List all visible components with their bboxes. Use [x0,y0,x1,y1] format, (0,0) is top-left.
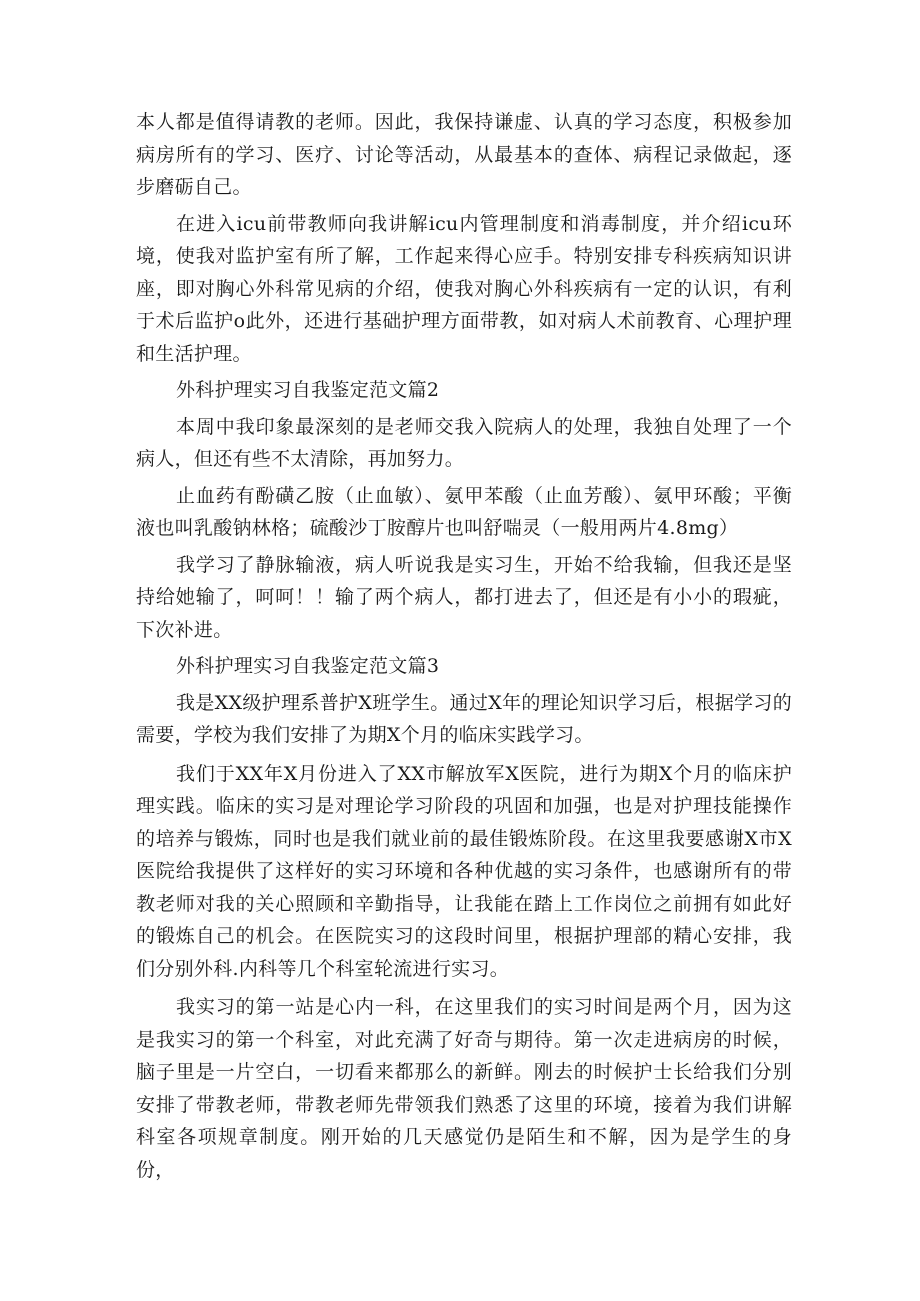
paragraph-admission: 本周中我印象最深刻的是老师交我入院病人的处理，我独自处理了一个病人，但还有些不太清除，再加努力。 [136,415,792,470]
document-page [136,106,792,1186]
paragraph-study-attitude: 本人都是值得请教的老师。因此，我保持谦虚、认真的学习态度，积极参加病房所有的学习、医疗、讨论等活动，从最基本的查体、病程记录做起，逐步磨砺自己。 [136,111,792,198]
paragraph-hemostatic-drugs: 止血药有酚磺乙胺（止血敏）、氨甲苯酸（止血芳酸）、氨甲环酸；平衡液也叫乳酸钠林格；硫酸沙丁胺醇片也叫舒喘灵（一般用两片4.8mg） [136,484,792,539]
paragraph-hospital-practice: 我们于XX年X月份进入了XX市解放军X医院，进行为期X个月的临床护理实践。临床的实习是对理论学习阶段的巩固和加强，也是对护理技能操作的培养与锻炼，同时也是我们就业前的最佳锻炼阶段。在这里我要感谢X市X医院给我提供了这样好的实习环境和各种优越的实习条件，也感谢所有的带教老师对我的关心照顾和辛勤指导，让我能在踏上工作岗位之前拥有如此好的锻炼自己的机会。在医院实习的这段时间里，根据护理部的精心安排，我们分别外科.内科等几个科室轮流进行实习。 [136,762,792,980]
paragraph-iv-infusion: 我学习了静脉输液，病人听说我是实习生，开始不给我输，但我还是坚持给她输了，呵呵！！输了两个病人，都打进去了，但还是有小小的瑕疵，下次补进。 [136,553,792,641]
section-heading-2: 外科护理实习自我鉴定范文篇2 [176,379,440,401]
section-heading-3: 外科护理实习自我鉴定范文篇3 [176,655,440,677]
paragraph-first-department: 我实习的第一站是心内一科，在这里我们的实习时间是两个月，因为这是我实习的第一个科室，对此充满了好奇与期待。第一次走进病房的时候，脑子里是一片空白，一切看来都那么的新鲜。刚去的时候护士长给我们分别安排了带教老师，带教老师先带领我们熟悉了这里的环境，接着为我们讲解科室各项规章制度。刚开始的几天感觉仍是陌生和不解，因为是学生的身份， [136,996,792,1181]
paragraph-icu-intro: 在进入icu前带教师向我讲解icu内管理制度和消毒制度，并介绍icu环境，使我对监护室有所了解，工作起来得心应手。特别安排专科疾病知识讲座，即对胸心外科常见病的介绍，使我对胸心外科疾病有一定的认识，有利于术后监护o此外，还进行基础护理方面带教，如对病人术前教育、心理护理和生活护理。 [136,212,792,365]
paragraph-student-intro: 我是XX级护理系普护X班学生。通过X年的理论知识学习后，根据学习的需要，学校为我们安排了为期X个月的临床实践学习。 [136,691,792,746]
